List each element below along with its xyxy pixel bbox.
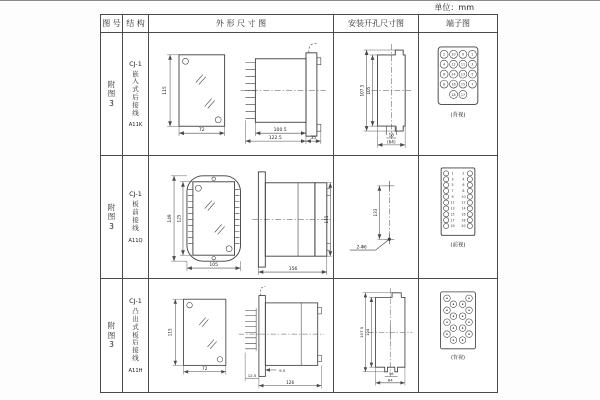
outline-cell [149,279,334,392]
view-label: (背视) [450,354,466,361]
mounting-screw [217,357,223,363]
fig-no-text: 附图3 [107,202,116,231]
fig-no-text: 附图3 [107,79,116,108]
terminal-number: 16 [451,82,456,87]
terminal-number: 5 [471,72,474,77]
front-view [167,176,240,271]
dim-panel: 12.5 [247,372,257,378]
terminal-number: 14 [451,72,456,77]
terminal-cell [419,156,497,279]
terminal-number: 4 [443,62,446,67]
terminal-number: 10 [461,194,466,199]
mounting-drawing-a11q [334,156,418,278]
terminal-circle [467,218,472,223]
terminal-circle [467,200,472,205]
terminal-number: 7 [471,82,474,87]
dim-front-width: 105 [209,263,219,269]
screw-dot [462,304,463,305]
mounting-cell [334,156,419,279]
mounting-drawing-a11h [334,279,418,392]
dim-inner-height: 105 [366,86,372,95]
terminal-number: 16 [461,212,466,217]
terminal-circle [444,218,449,223]
screw-dot [453,339,454,340]
outline-drawing-a11k [149,33,333,155]
wiring-label: 凸出式板后接线 [132,307,139,362]
terminal-circle [444,223,449,228]
terminal-circle [467,171,472,176]
terminal-number: 17 [460,92,466,97]
dim-inner-height: 125 [176,214,182,223]
terminal-number: 14 [461,206,466,211]
terminal-pins [235,190,240,244]
dim-slot-width: 16 [388,371,394,377]
wiring-label: 嵌入式后接线 [132,69,139,117]
dim-side-height: 115 [323,215,329,224]
terminal-drawing-a11k [419,33,497,155]
terminal-number: 13 [450,206,455,211]
terminal-number: 4 [462,177,465,182]
dim-total-width: (64) [387,139,396,145]
terminal-grid-a11q [444,171,473,229]
terminal-number: 6 [443,72,446,77]
mounting-screw [212,177,216,181]
mounting-screw [212,256,216,260]
terminal-number: 17 [450,218,455,223]
terminal-number: 13 [460,72,466,77]
terminal-number: 5 [451,183,454,188]
mirror-mark [199,318,216,349]
terminal-number: 7 [451,189,454,194]
screw-dot [453,327,454,328]
dim-front-height: 115 [167,328,173,337]
terminal-number: 18 [451,92,456,97]
terminal-circle [444,188,449,193]
terminal-circle [467,188,472,193]
terminal-number: 3 [451,177,454,182]
terminal-drawing-a11h [419,279,497,392]
outline-drawing-a11h [149,279,333,392]
terminal-number: 9 [451,194,454,199]
dim-total-width: 64 [387,377,393,383]
screw-dot [468,298,469,299]
terminal-number: 10 [451,52,456,57]
terminal-number: 9 [461,52,464,57]
terminal-number: 15 [450,212,455,217]
side-view [239,286,324,388]
fig-no-cell [101,33,123,156]
fig-no-cell [101,156,123,279]
latch-hook [261,286,266,295]
dim-offset: 9.5 [279,367,286,373]
terminal-number: 6 [462,183,465,188]
terminal-circle [467,223,472,228]
terminal-circle [467,177,472,182]
type-code-label: A11Q [128,237,143,244]
terminal-circle [444,200,449,205]
dim-front-width: 72 [198,128,205,134]
terminal-number: 19 [450,224,455,229]
dim-body-length: 126 [286,380,295,386]
header-outline: 外 形 尺 寸 图 [149,15,334,33]
type-code-label: A11K [128,122,143,129]
side-view [241,44,326,145]
terminal-pins [188,190,193,244]
view-label: (背视) [450,112,466,119]
view-label: (前视) [450,242,466,249]
terminal-number: 11 [460,62,466,67]
header-mounting: 安装开孔尺寸图 [334,15,419,33]
header-fig-no: 图 号 [101,15,123,33]
front-view [168,299,226,374]
terminal-number: 8 [443,82,446,87]
terminal-number: 11 [450,200,455,205]
mirror-mark [196,75,215,109]
terminal-number: 12 [461,200,466,205]
dim-hole-distance: 133 [372,208,378,217]
mounting-cell [334,279,419,392]
dim-front-width: 72 [202,365,208,371]
terminal-number: 3 [471,62,474,67]
mounting-screw [226,246,232,252]
terminal-circle [444,177,449,182]
terminal-cell [419,279,497,392]
terminal-cell [419,33,497,156]
terminal-number: 12 [451,62,456,67]
screw-dot [446,333,447,334]
terminal-number: 20 [461,224,466,229]
dim-body-length: 100.5 [273,128,287,134]
dim-inner-height: 104 [365,328,371,336]
screw-dot [453,304,454,305]
terminal-number: 1 [471,52,474,57]
terminal-circle [467,212,472,217]
structure-cell [123,156,149,279]
terminal-grid-a11k [440,50,476,98]
screw-dot [468,310,469,311]
fig-no-cell [101,279,123,392]
dim-flange: 35 [310,135,317,141]
dimension-table [100,14,498,393]
dim-slot-width: 16 [388,132,394,138]
outline-cell [149,33,334,156]
terminal-circle [467,182,472,187]
dim-body-length: 156 [288,267,298,273]
header-terminal: 端子图 [419,15,497,33]
front-view [162,55,225,136]
screw-dot [462,339,463,340]
terminal-circle [444,194,449,199]
mounting-screw [182,58,188,64]
terminal-number: 2 [443,52,446,57]
dim-total-length: 122.5 [268,136,282,142]
latch-hook [309,44,317,53]
dim-front-height: 149 [167,214,173,223]
terminal-circle [444,212,449,217]
terminal-grid-a11h [444,295,473,343]
type-code-label: A11H [128,367,143,374]
dim-outer-height: 107.5 [359,84,365,97]
screw-dot [446,298,447,299]
screw-dot [468,321,469,322]
terminal-number: 18 [461,218,466,223]
screw-dot [468,333,469,334]
wiring-label: 板前接线 [132,200,139,232]
unit-label: 单位：mm [434,3,474,12]
fig-no-text: 附图3 [107,321,116,350]
terminal-number: 2 [462,171,465,176]
model-label: CJ-1 [129,297,142,306]
model-label: CJ-1 [129,59,142,68]
screw-dot [453,315,454,316]
mounting-screw [215,117,221,123]
screw-dot [462,315,463,316]
mounting-screw [187,302,193,308]
terminal-circle [467,194,472,199]
terminal-circle [444,182,449,187]
screw-dot [462,327,463,328]
terminal-number: 8 [462,189,465,194]
dim-outer-height: 107.5 [359,326,365,338]
top-rule [0,0,600,1]
terminal-circle [444,206,449,211]
mirror-mark [205,201,225,235]
screw-dot [446,310,447,311]
terminal-drawing-a11q [419,156,497,278]
terminal-circle [444,171,449,176]
header-structure: 结 构 [123,15,149,33]
model-label: CJ-1 [129,190,142,199]
mounting-drawing-a11k [334,33,418,155]
dim-front-height: 115 [163,86,169,95]
side-view [252,172,331,275]
terminal-circle [467,206,472,211]
terminal-number: 15 [460,82,466,87]
structure-cell [123,33,149,156]
terminal-pins [245,310,256,349]
structure-cell [123,279,149,392]
hole-spec-label: 2-Φ6 [356,244,367,250]
outline-cell [149,156,334,279]
outline-drawing-a11q [149,156,333,278]
mounting-screw [195,185,201,191]
mounting-cell [334,33,419,156]
screw-dot [446,321,447,322]
terminal-number: 1 [451,171,454,176]
